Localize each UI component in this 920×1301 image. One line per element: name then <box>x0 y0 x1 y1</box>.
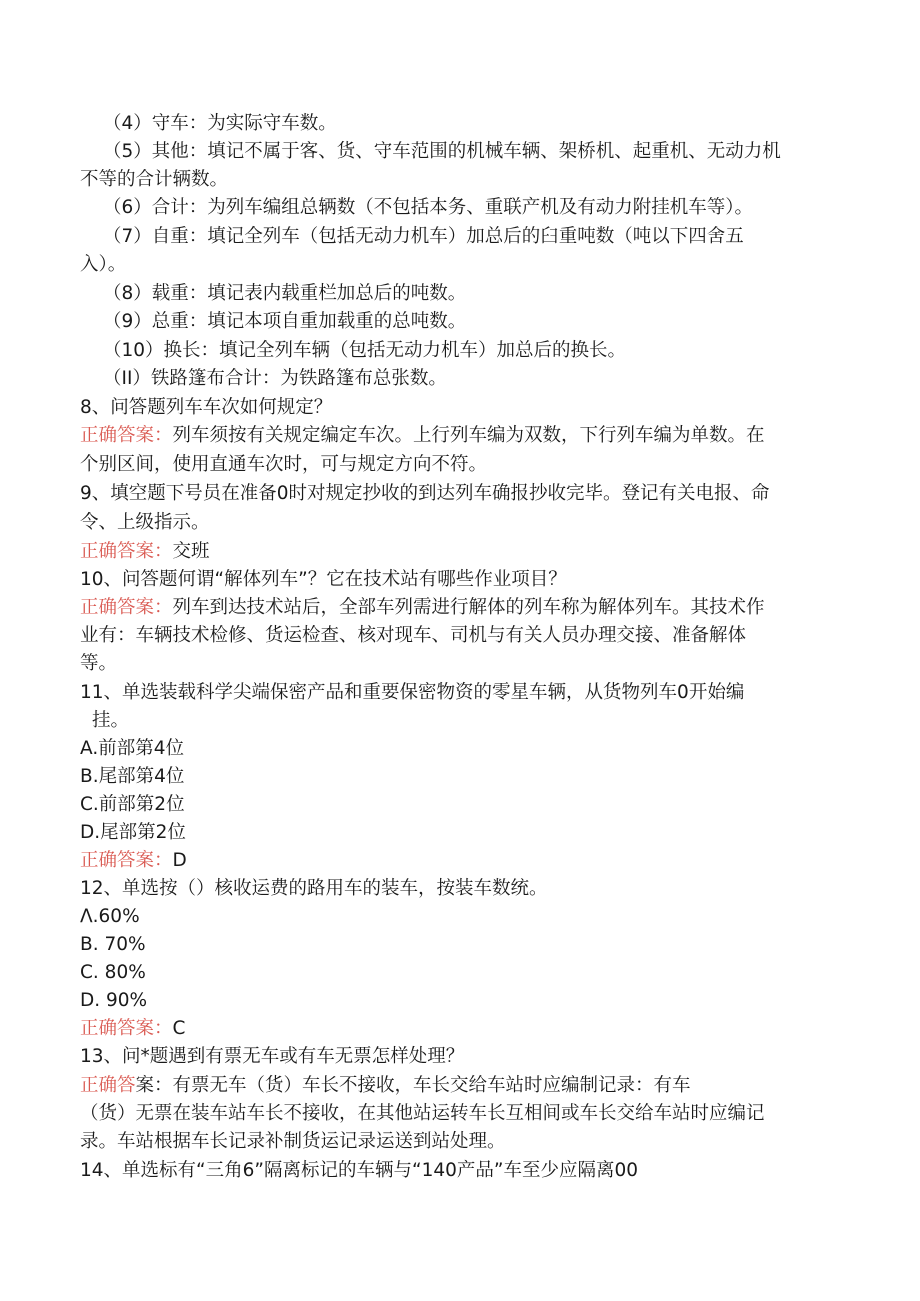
answer-label: 正确答 <box>80 1075 136 1096</box>
question-heading: 10、问答题何谓“解体列车”？它在技术站有哪些作业项目？ <box>80 569 567 590</box>
option-d: D. 90% <box>80 990 148 1011</box>
text-line: 业有：车辆技术检修、货运检查、核对现车、司机与有关人员办理交接、准备解体 <box>80 625 747 646</box>
answer-label: 正确答案： <box>80 850 173 871</box>
option-b: B. 70% <box>80 934 146 955</box>
text-line: 录。车站根据车长记录补制货运记录运送到站处理。 <box>80 1131 506 1152</box>
answer-line: 正确答案：列车到达技术站后，全部车列需进行解体的列车称为解体列车。其技术作 <box>80 597 765 618</box>
text-line: （9）总重：填记本项自重加载重的总吨数。 <box>103 311 467 332</box>
question-heading: 13、问*题遇到有票无车或有车无票怎样处理？ <box>80 1046 465 1067</box>
text-line: 不等的合计辆数。 <box>80 169 229 190</box>
answer-label: 正确答案： <box>80 597 173 618</box>
text-line: 等。 <box>80 653 118 674</box>
question-heading: 12、单选按（）核收运费的路用车的装车，按装车数统。 <box>80 878 548 899</box>
question-heading: 11、单选装载科学尖端保密产品和重要保密物资的零星车辆，从货物列车0开始编 <box>80 682 745 703</box>
question-heading: 9、填空题下号员在准备0时对规定抄收的到达列车确报抄收完毕。登记有关电报、命 <box>80 483 770 504</box>
option-d: D.尾部第2位 <box>80 822 186 843</box>
text-line: 令、上级指示。 <box>80 512 210 533</box>
text-line: （4）守车：为实际守车数。 <box>103 113 337 134</box>
text-line: 挂。 <box>92 710 130 731</box>
option-a: A.前部第4位 <box>80 738 184 759</box>
text-line: （5）其他：填记不属于客、货、守车范围的机械车辆、架桥机、起重机、无动力机 <box>103 141 781 162</box>
question-heading: 8、问答题列车车次如何规定？ <box>80 397 333 418</box>
answer-label: 正确答案： <box>80 541 173 562</box>
option-b: B.尾部第4位 <box>80 766 185 787</box>
text-line: （II）铁路篷布合计：为铁路篷布总张数。 <box>103 368 447 389</box>
text-line: 个别区间，使用直通车次时，可与规定方向不符。 <box>80 454 488 475</box>
question-heading: 14、单选标有“三角6”隔离标记的车辆与“140产品”车至少应隔离00 <box>80 1160 639 1181</box>
answer-line: 正确答案：有票无车（货）车长不接收，车长交给车站时应编制记录：有车 <box>80 1075 691 1096</box>
text-line: （7）自重：填记全列车（包括无动力机车）加总后的臼重吨数（吨以下四舍五 <box>103 226 744 247</box>
answer-line: 正确答案：交班 <box>80 541 210 562</box>
answer-line: 正确答案：列车须按有关规定编定车次。上行列车编为双数，下行列车编为单数。在 <box>80 425 765 446</box>
answer-line: 正确答案：C <box>80 1018 186 1039</box>
answer-line: 正确答案：D <box>80 850 187 871</box>
text-line: （货）无票在装车站车长不接收，在其他站运转车长互相间或车长交给车站时应编记 <box>80 1103 765 1124</box>
option-c: C.前部第2位 <box>80 794 185 815</box>
text-line: 入）。 <box>80 254 127 275</box>
text-line: （10）换长：填记全列车辆（包括无动力机车）加总后的换长。 <box>103 340 627 361</box>
option-c: C. 80% <box>80 962 146 983</box>
text-line: （8）载重：填记表内载重栏加总后的吨数。 <box>103 283 467 304</box>
answer-label: 正确答案： <box>80 425 173 446</box>
answer-label: 正确答案： <box>80 1018 173 1039</box>
option-a: Λ.60% <box>80 906 140 927</box>
text-line: （6）合计：为列车编组总辆数（不包括本务、重联产机及有动力附挂机车等）。 <box>103 197 754 218</box>
